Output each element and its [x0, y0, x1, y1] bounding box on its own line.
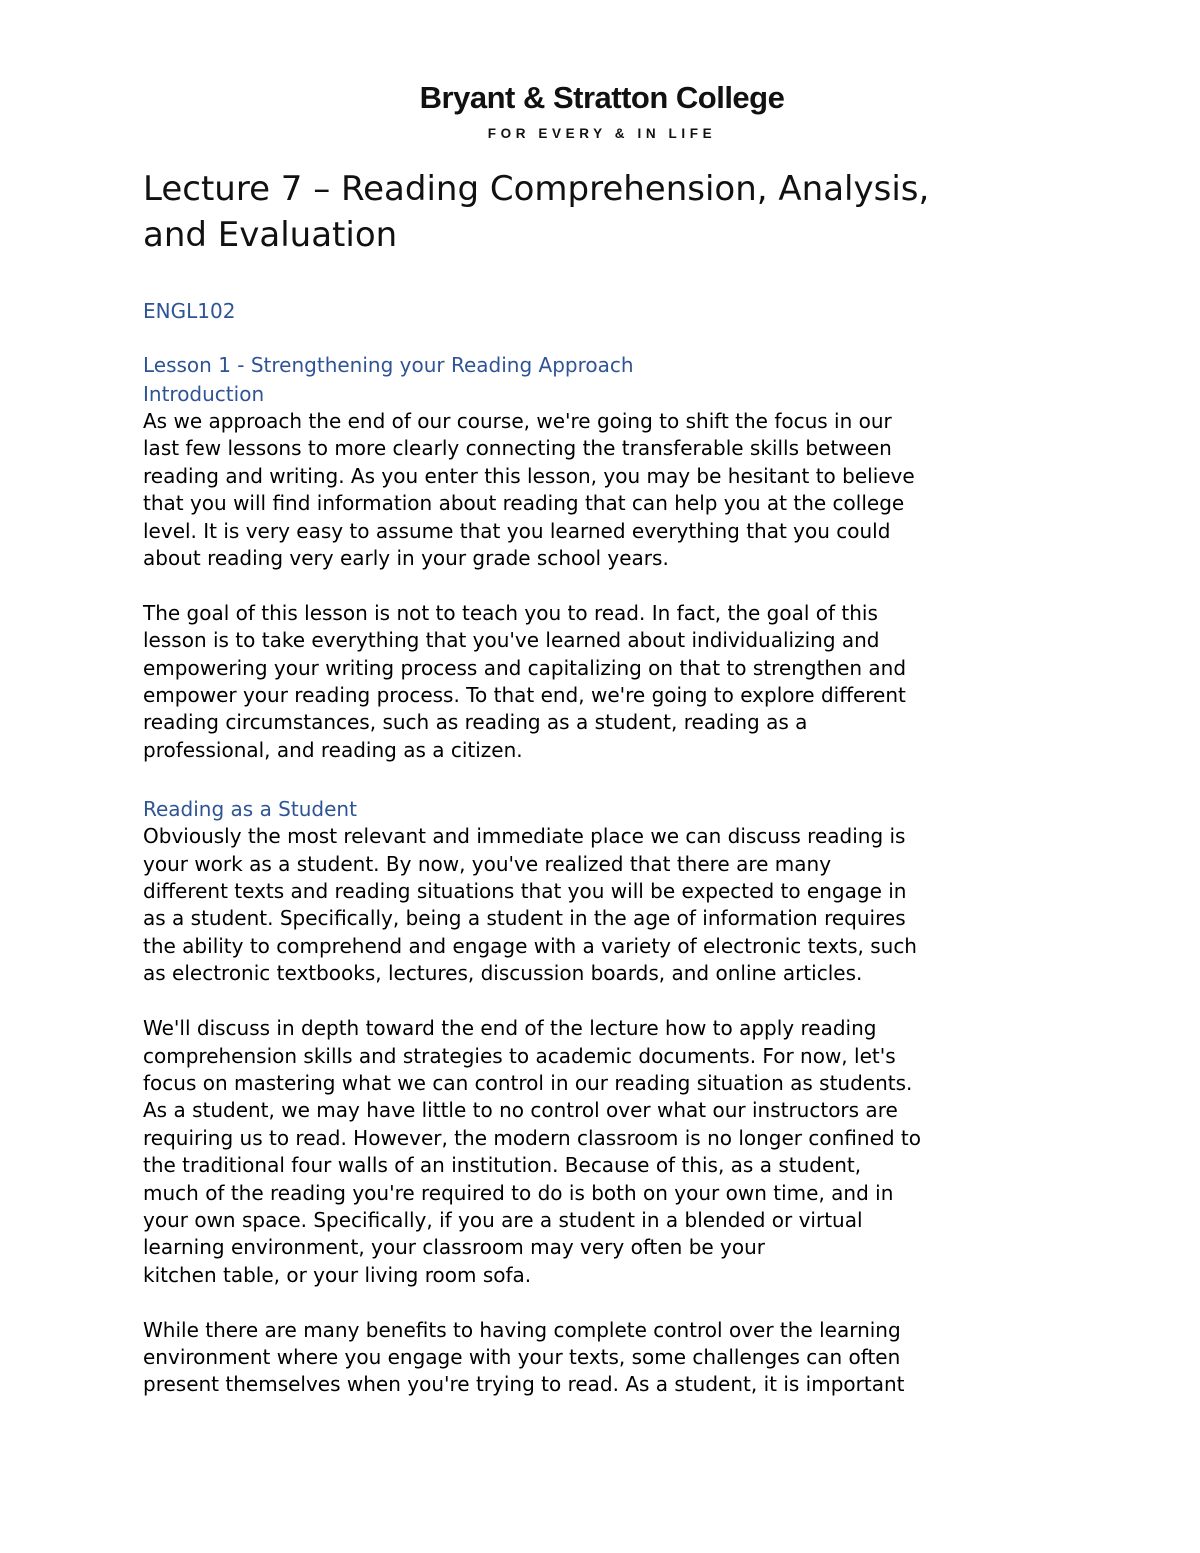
text-line: comprehension skills and strategies to academic documents. For now, let's — [143, 1043, 896, 1068]
text-line: As a student, we may have little to no control over what our instructors are — [143, 1098, 898, 1123]
text-line: empowering your writing process and capitalizing on that to strengthen and — [143, 655, 907, 680]
text-line: much of the reading you're required to do is both on your own time, and in — [143, 1180, 894, 1205]
page-title — [143, 166, 1093, 258]
text-line: reading and writing. As you enter this lesson, you may be hesitant to believe — [143, 463, 915, 488]
text-line: your own space. Specifically, if you are a student in a blended or virtual — [143, 1207, 863, 1232]
text-line: your work as a student. By now, you've realized that there are many — [143, 851, 832, 876]
course-code: ENGL102 — [143, 299, 236, 323]
text-line: lesson is to take everything that you've learned about individualizing and — [143, 628, 880, 653]
paragraph — [143, 1317, 1093, 1399]
paragraph — [143, 823, 1093, 987]
text-line: level. It is very easy to assume that you learned everything that you could — [143, 518, 891, 543]
text-line: environment where you engage with your texts, some challenges can often — [143, 1344, 901, 1369]
text-line: As we approach the end of our course, we're going to shift the focus in our — [143, 409, 892, 433]
title-line: Lecture 7 – Reading Comprehension, Analysis, — [143, 169, 930, 209]
document-body — [143, 166, 1093, 1399]
paragraph — [143, 408, 1093, 572]
college-logo — [396, 80, 808, 142]
text-line: kitchen table, or your living room sofa. — [143, 1262, 532, 1287]
lesson-heading: Lesson 1 - Strengthening your Reading Approach — [143, 353, 634, 377]
text-line: last few lessons to more clearly connecting the transferable skills between — [143, 436, 892, 461]
section-heading-reading-as-a-student: Reading as a Student — [143, 797, 357, 822]
title-line: and Evaluation — [143, 215, 398, 255]
college-name: Bryant & Stratton College — [419, 80, 785, 115]
text-line: as a student. Specifically, being a student in the age of information requires — [143, 906, 906, 931]
text-line: While there are many benefits to having complete control over the learning — [143, 1317, 901, 1342]
text-line: reading circumstances, such as reading as a student, reading as a — [143, 710, 808, 735]
section-heading-introduction: Introduction — [143, 382, 265, 406]
college-tagline: FOR EVERY & IN LIFE — [487, 126, 717, 141]
text-line: present themselves when you're trying to read. As a student, it is important — [143, 1372, 905, 1397]
text-line: professional, and reading as a citizen. — [143, 737, 523, 762]
text-line: the traditional four walls of an institution. Because of this, as a student, — [143, 1153, 862, 1178]
text-line: learning environment, your classroom may very often be your — [143, 1235, 766, 1260]
text-line: Obviously the most relevant and immediate place we can discuss reading is — [143, 824, 906, 849]
paragraph — [143, 600, 1093, 764]
text-line: We'll discuss in depth toward the end of the lecture how to apply reading — [143, 1016, 877, 1041]
text-line: The goal of this lesson is not to teach you to read. In fact, the goal of this — [143, 600, 878, 625]
text-line: different texts and reading situations that you will be expected to engage in — [143, 879, 907, 904]
text-line: requiring us to read. However, the modern classroom is no longer confined to — [143, 1125, 921, 1150]
text-line: that you will find information about reading that can help you at the college — [143, 491, 905, 516]
text-line: the ability to comprehend and engage with a variety of electronic texts, such — [143, 933, 917, 958]
text-line: focus on mastering what we can control in our reading situation as students. — [143, 1070, 913, 1095]
text-line: about reading very early in your grade school years. — [143, 546, 669, 571]
text-line: empower your reading process. To that end, we're going to explore different — [143, 683, 906, 708]
paragraph — [143, 1015, 1093, 1289]
text-line: as electronic textbooks, lectures, discussion boards, and online articles. — [143, 961, 863, 986]
